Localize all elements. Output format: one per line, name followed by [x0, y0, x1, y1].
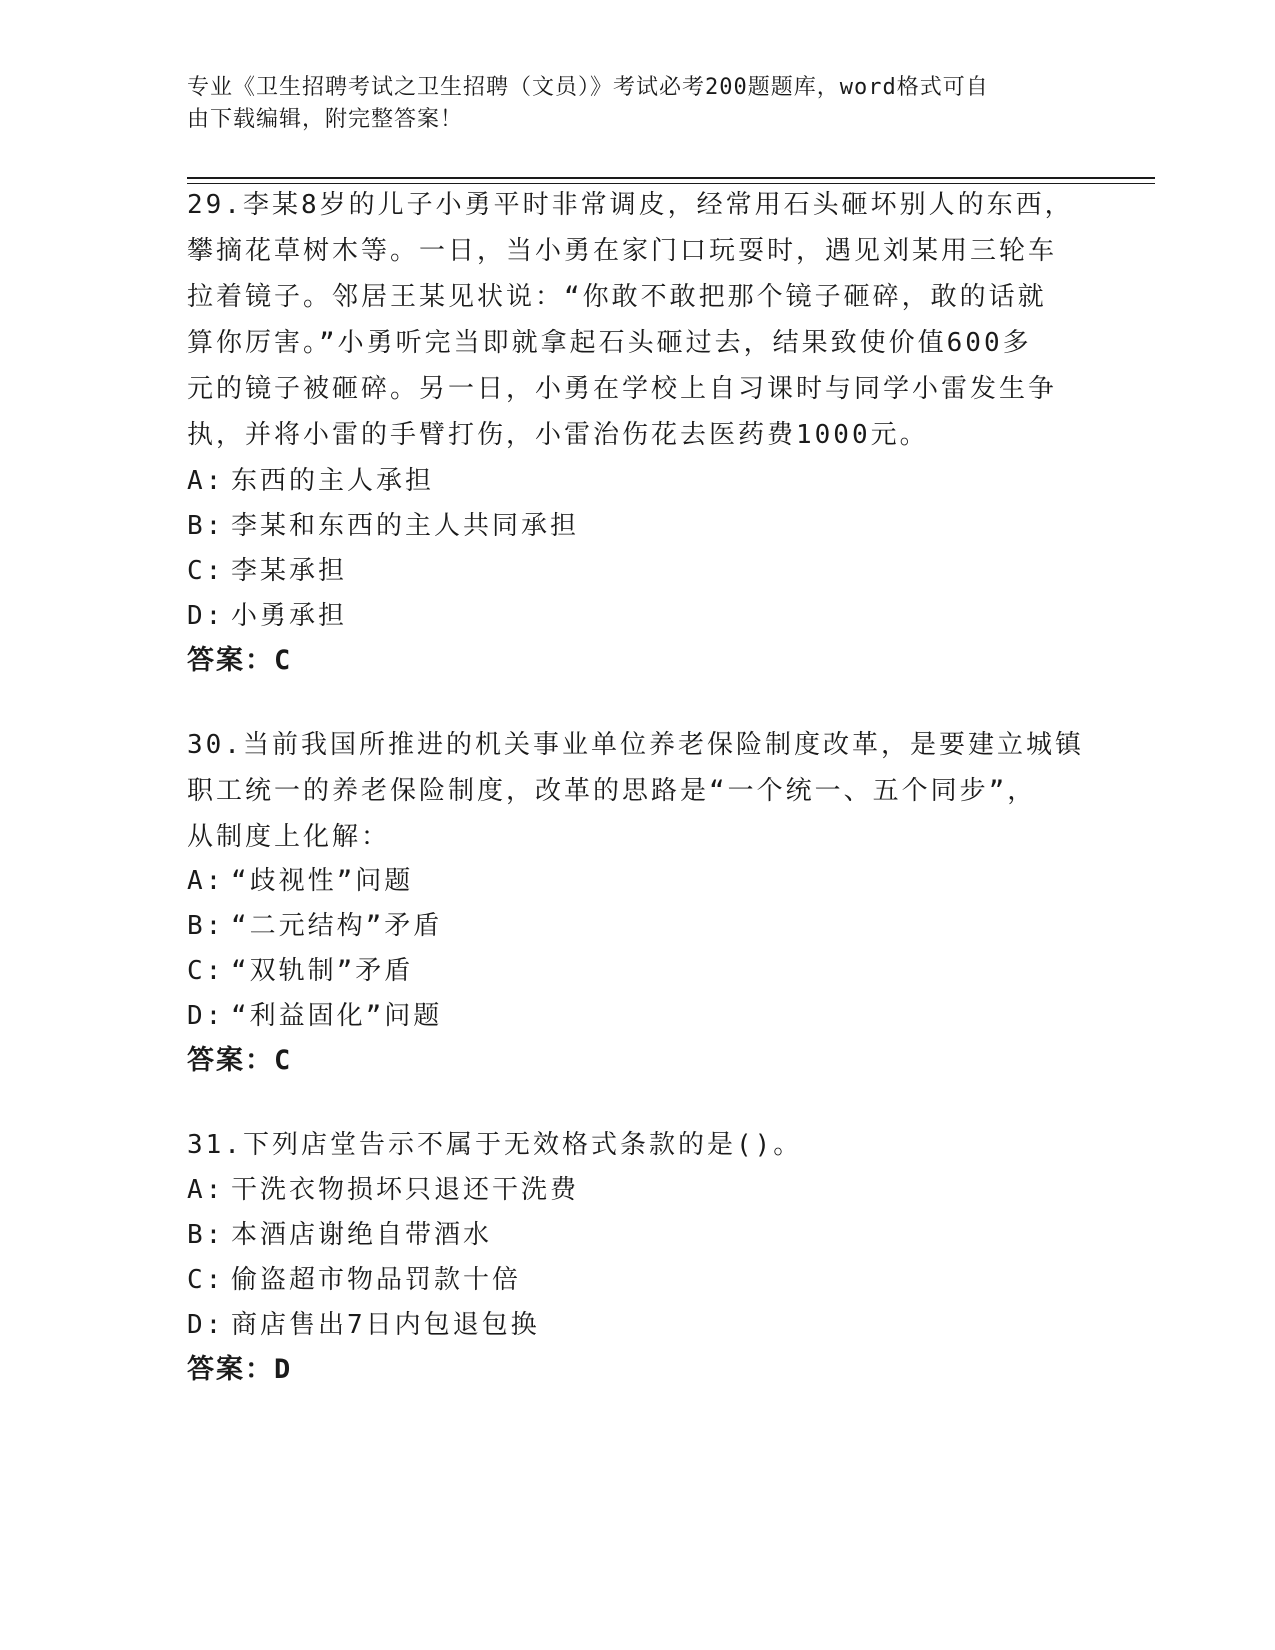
question-31-option-d: [187, 1302, 1087, 1348]
header-line-1: 专业《卫生招聘考试之卫生招聘（文员）》考试必考200题题库，word格式可自: [187, 75, 989, 100]
question-29-stem: [187, 182, 1087, 458]
option-letter: D:: [187, 1001, 225, 1031]
stem-line: 29.李某8岁的儿子小勇平时非常调皮，经常用石头砸坏别人的东西，: [187, 190, 1074, 220]
option-text: 东西的主人承担: [231, 466, 435, 496]
question-29-option-d: [187, 593, 1087, 639]
option-text: “利益固化”问题: [231, 1001, 443, 1031]
question-30-option-a: [187, 858, 1087, 904]
option-text: 偷盗超市物品罚款十倍: [231, 1265, 522, 1295]
option-letter: D:: [187, 1310, 225, 1340]
option-text: 干洗衣物损坏只退还干洗费: [231, 1175, 580, 1205]
question-30-option-d: [187, 993, 1087, 1039]
stem-line: 攀摘花草树木等。一日，当小勇在家门口玩耍时，遇见刘某用三轮车: [187, 236, 1058, 266]
stem-line: 职工统一的养老保险制度，改革的思路是“一个统一、五个同步”，: [187, 776, 1037, 806]
option-letter: C:: [187, 1265, 225, 1295]
option-letter: B:: [187, 911, 225, 941]
stem-line: 元的镜子被砸碎。另一日，小勇在学校上自习课时与同学小雷发生争: [187, 374, 1058, 404]
question-31-answer: 答案：D: [187, 1354, 293, 1385]
stem-line: 算你厉害。”小勇听完当即就拿起石头砸过去，结果致使价值600多: [187, 328, 1032, 358]
option-text: “双轨制”矛盾: [231, 956, 414, 986]
stem-line: 从制度上化解：: [187, 822, 391, 852]
header-line-2: 由下载编辑，附完整答案！: [187, 107, 464, 132]
question-29-option-c: [187, 548, 1087, 594]
option-text: “二元结构”矛盾: [231, 911, 443, 941]
question-30-option-c: [187, 948, 1087, 994]
question-31-option-c: [187, 1257, 1087, 1303]
question-30-stem: [187, 722, 1087, 860]
option-letter: A:: [187, 1175, 225, 1205]
question-29-option-a: [187, 458, 1087, 504]
option-letter: D:: [187, 601, 225, 631]
question-31-stem: [187, 1122, 1087, 1168]
stem-line: 拉着镜子。邻居王某见状说：“你敢不敢把那个镜子砸碎，敢的话就: [187, 282, 1047, 312]
option-text: 李某承担: [231, 556, 348, 586]
document-header: [187, 72, 1067, 136]
option-text: 李某和东西的主人共同承担: [231, 511, 580, 541]
question-29-answer: 答案：C: [187, 645, 293, 676]
option-text: “歧视性”问题: [231, 866, 414, 896]
question-31-option-a: [187, 1167, 1087, 1213]
option-text: 商店售出7日内包退包换: [231, 1310, 540, 1340]
option-letter: A:: [187, 866, 225, 896]
option-letter: C:: [187, 556, 225, 586]
question-29-option-b: [187, 503, 1087, 549]
option-text: 小勇承担: [231, 601, 348, 631]
stem-line: 30.当前我国所推进的机关事业单位养老保险制度改革，是要建立城镇: [187, 730, 1084, 760]
question-31-option-b: [187, 1212, 1087, 1258]
question-30-answer: 答案：C: [187, 1045, 293, 1076]
question-30-option-b: [187, 903, 1087, 949]
option-letter: A:: [187, 466, 225, 496]
option-text: 本酒店谢绝自带酒水: [231, 1220, 493, 1250]
option-letter: B:: [187, 511, 225, 541]
stem-line: 执，并将小雷的手臂打伤，小雷治伤花去医药费1000元。: [187, 420, 929, 450]
stem-line: 31.下列店堂告示不属于无效格式条款的是()。: [187, 1130, 803, 1160]
option-letter: C:: [187, 956, 225, 986]
option-letter: B:: [187, 1220, 225, 1250]
header-divider-thick: [187, 177, 1155, 179]
